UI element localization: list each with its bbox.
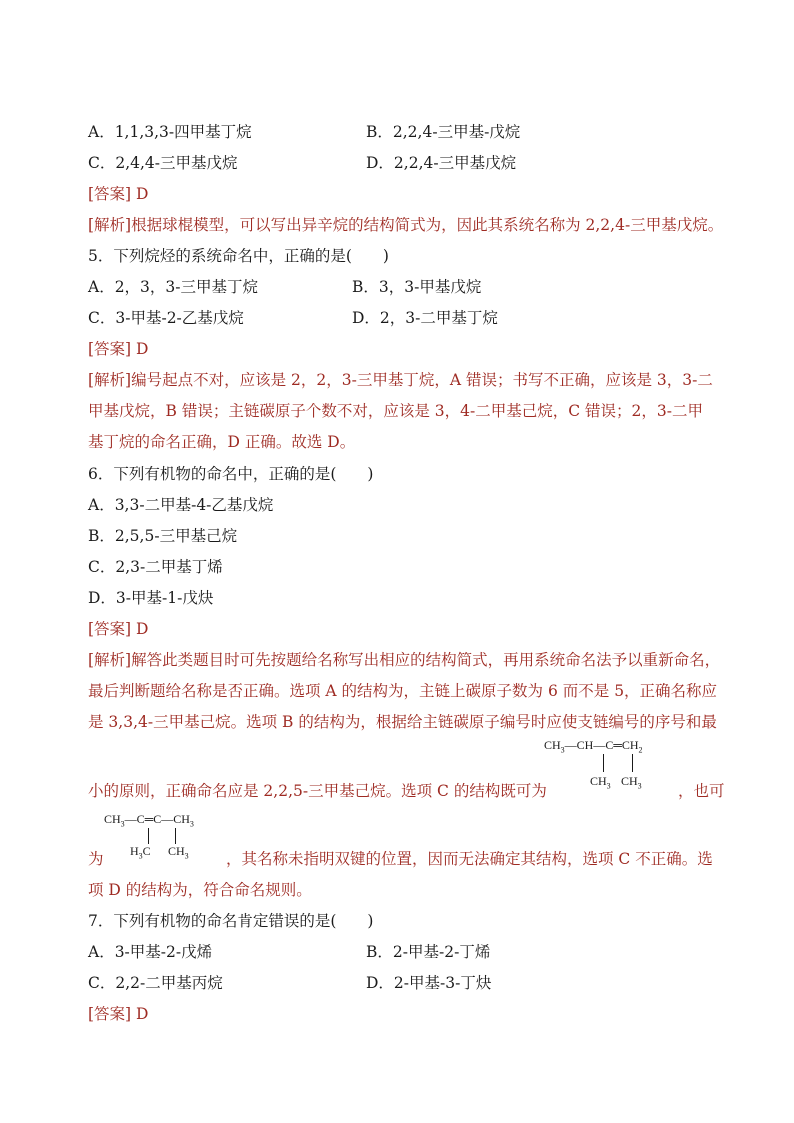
q5-option-c: C．3-甲基-2-乙基戊烷 bbox=[88, 309, 244, 327]
formula2-main-chain: $CH_3—C═C—CH_3$ bbox=[104, 812, 194, 829]
bond-line bbox=[148, 828, 149, 844]
q7-option-b: B．2-甲基-2-丁烯 bbox=[366, 943, 491, 961]
q5-answer: [答案] D bbox=[88, 340, 149, 358]
q5-option-d: D．2，3-二甲基丁烷 bbox=[352, 309, 498, 327]
q5-analysis-line: [解析]编号起点不对，应该是 2，2，3-三甲基丁烷，A 错误；书写不正确，应该是 3，3-二 bbox=[88, 371, 713, 389]
q5-option-b: B．3，3-甲基戊烷 bbox=[352, 278, 482, 296]
q6-analysis-line: 项 D 的结构为，符合命名规则。 bbox=[88, 881, 312, 899]
q5-stem: 5．下列烷烃的系统命名中，正确的是( ) bbox=[88, 247, 389, 265]
q5-analysis-line: 基丁烷的命名正确，D 正确。故选 D。 bbox=[88, 433, 356, 451]
q6-analysis-fragment: 为 bbox=[88, 850, 104, 868]
q7-answer: [答案] D bbox=[88, 1005, 149, 1023]
q4-answer: [答案] D bbox=[88, 185, 149, 203]
structural-formula-1 bbox=[544, 738, 684, 798]
q6-analysis-line: 小的原则，正确命名应是 2,2,5-三甲基己烷。选项 C 的结构既可为 bbox=[88, 782, 547, 800]
q6-option-c: C．2,3-二甲基丁烯 bbox=[88, 558, 223, 576]
q5-analysis-line: 甲基戊烷，B 错误；主链碳原子个数不对，应该是 3，4-二甲基己烷，C 错误；2，3-二甲 bbox=[88, 402, 703, 420]
bond-line bbox=[175, 828, 176, 844]
q7-option-d: D．2-甲基-3-丁炔 bbox=[366, 974, 492, 992]
q7-stem: 7．下列有机物的命名肯定错误的是( ) bbox=[88, 912, 374, 930]
q7-option-a: A．3-甲基-2-戊烯 bbox=[88, 943, 213, 961]
formula2-branch: $H_3C$ bbox=[130, 844, 151, 861]
q6-option-d: D．3-甲基-1-戊炔 bbox=[88, 589, 214, 607]
q5-option-a: A．2，3，3-三甲基丁烷 bbox=[88, 278, 259, 296]
structural-formula-2 bbox=[104, 812, 234, 868]
q6-answer: [答案] D bbox=[88, 620, 149, 638]
q6-stem: 6．下列有机物的命名中，正确的是( ) bbox=[88, 465, 374, 483]
formula1-branch: $CH_3$ bbox=[621, 774, 642, 791]
formula1-main-chain: $CH_3—CH—C═CH_2$ bbox=[544, 738, 643, 755]
q6-analysis-fragment: ，也可 bbox=[678, 782, 725, 800]
bond-line bbox=[632, 754, 633, 772]
q4-option-c: C．2,4,4-三甲基戊烷 bbox=[88, 154, 238, 172]
q4-option-d: D．2,2,4-三甲基戊烷 bbox=[366, 154, 517, 172]
formula2-branch: $CH_3$ bbox=[168, 844, 189, 861]
q6-analysis-line: 最后判断题给名称是否正确。选项 A 的结构为，主链上碳原子数为 6 而不是 5，正确名称应 bbox=[88, 682, 718, 700]
q7-option-c: C．2,2-二甲基丙烷 bbox=[88, 974, 223, 992]
bond-line bbox=[603, 754, 604, 772]
q4-option-b: B．2,2,4-三甲基-戊烷 bbox=[366, 123, 521, 141]
formula1-branch: $CH_3$ bbox=[590, 774, 611, 791]
q6-analysis-line: 是 3,3,4-三甲基己烷。选项 B 的结构为，根据给主链碳原子编号时应使支链编号的序号和最 bbox=[88, 713, 717, 731]
q6-option-a: A．3,3-二甲基-4-乙基戊烷 bbox=[88, 496, 274, 514]
q4-option-a: A．1,1,3,3-四甲基丁烷 bbox=[88, 123, 252, 141]
q6-analysis-line: ，其名称未指明双键的位置，因而无法确定其结构，选项 C 不正确。选 bbox=[226, 850, 713, 868]
q6-analysis-line: [解析]解答此类题目时可先按题给名称写出相应的结构简式，再用系统命名法予以重新命名， bbox=[88, 651, 721, 669]
q4-analysis: [解析]根据球棍模型，可以写出异辛烷的结构简式为，因此其系统名称为 2,2,4-三甲基戊烷。 bbox=[88, 216, 724, 234]
q6-option-b: B．2,5,5-三甲基己烷 bbox=[88, 527, 238, 545]
